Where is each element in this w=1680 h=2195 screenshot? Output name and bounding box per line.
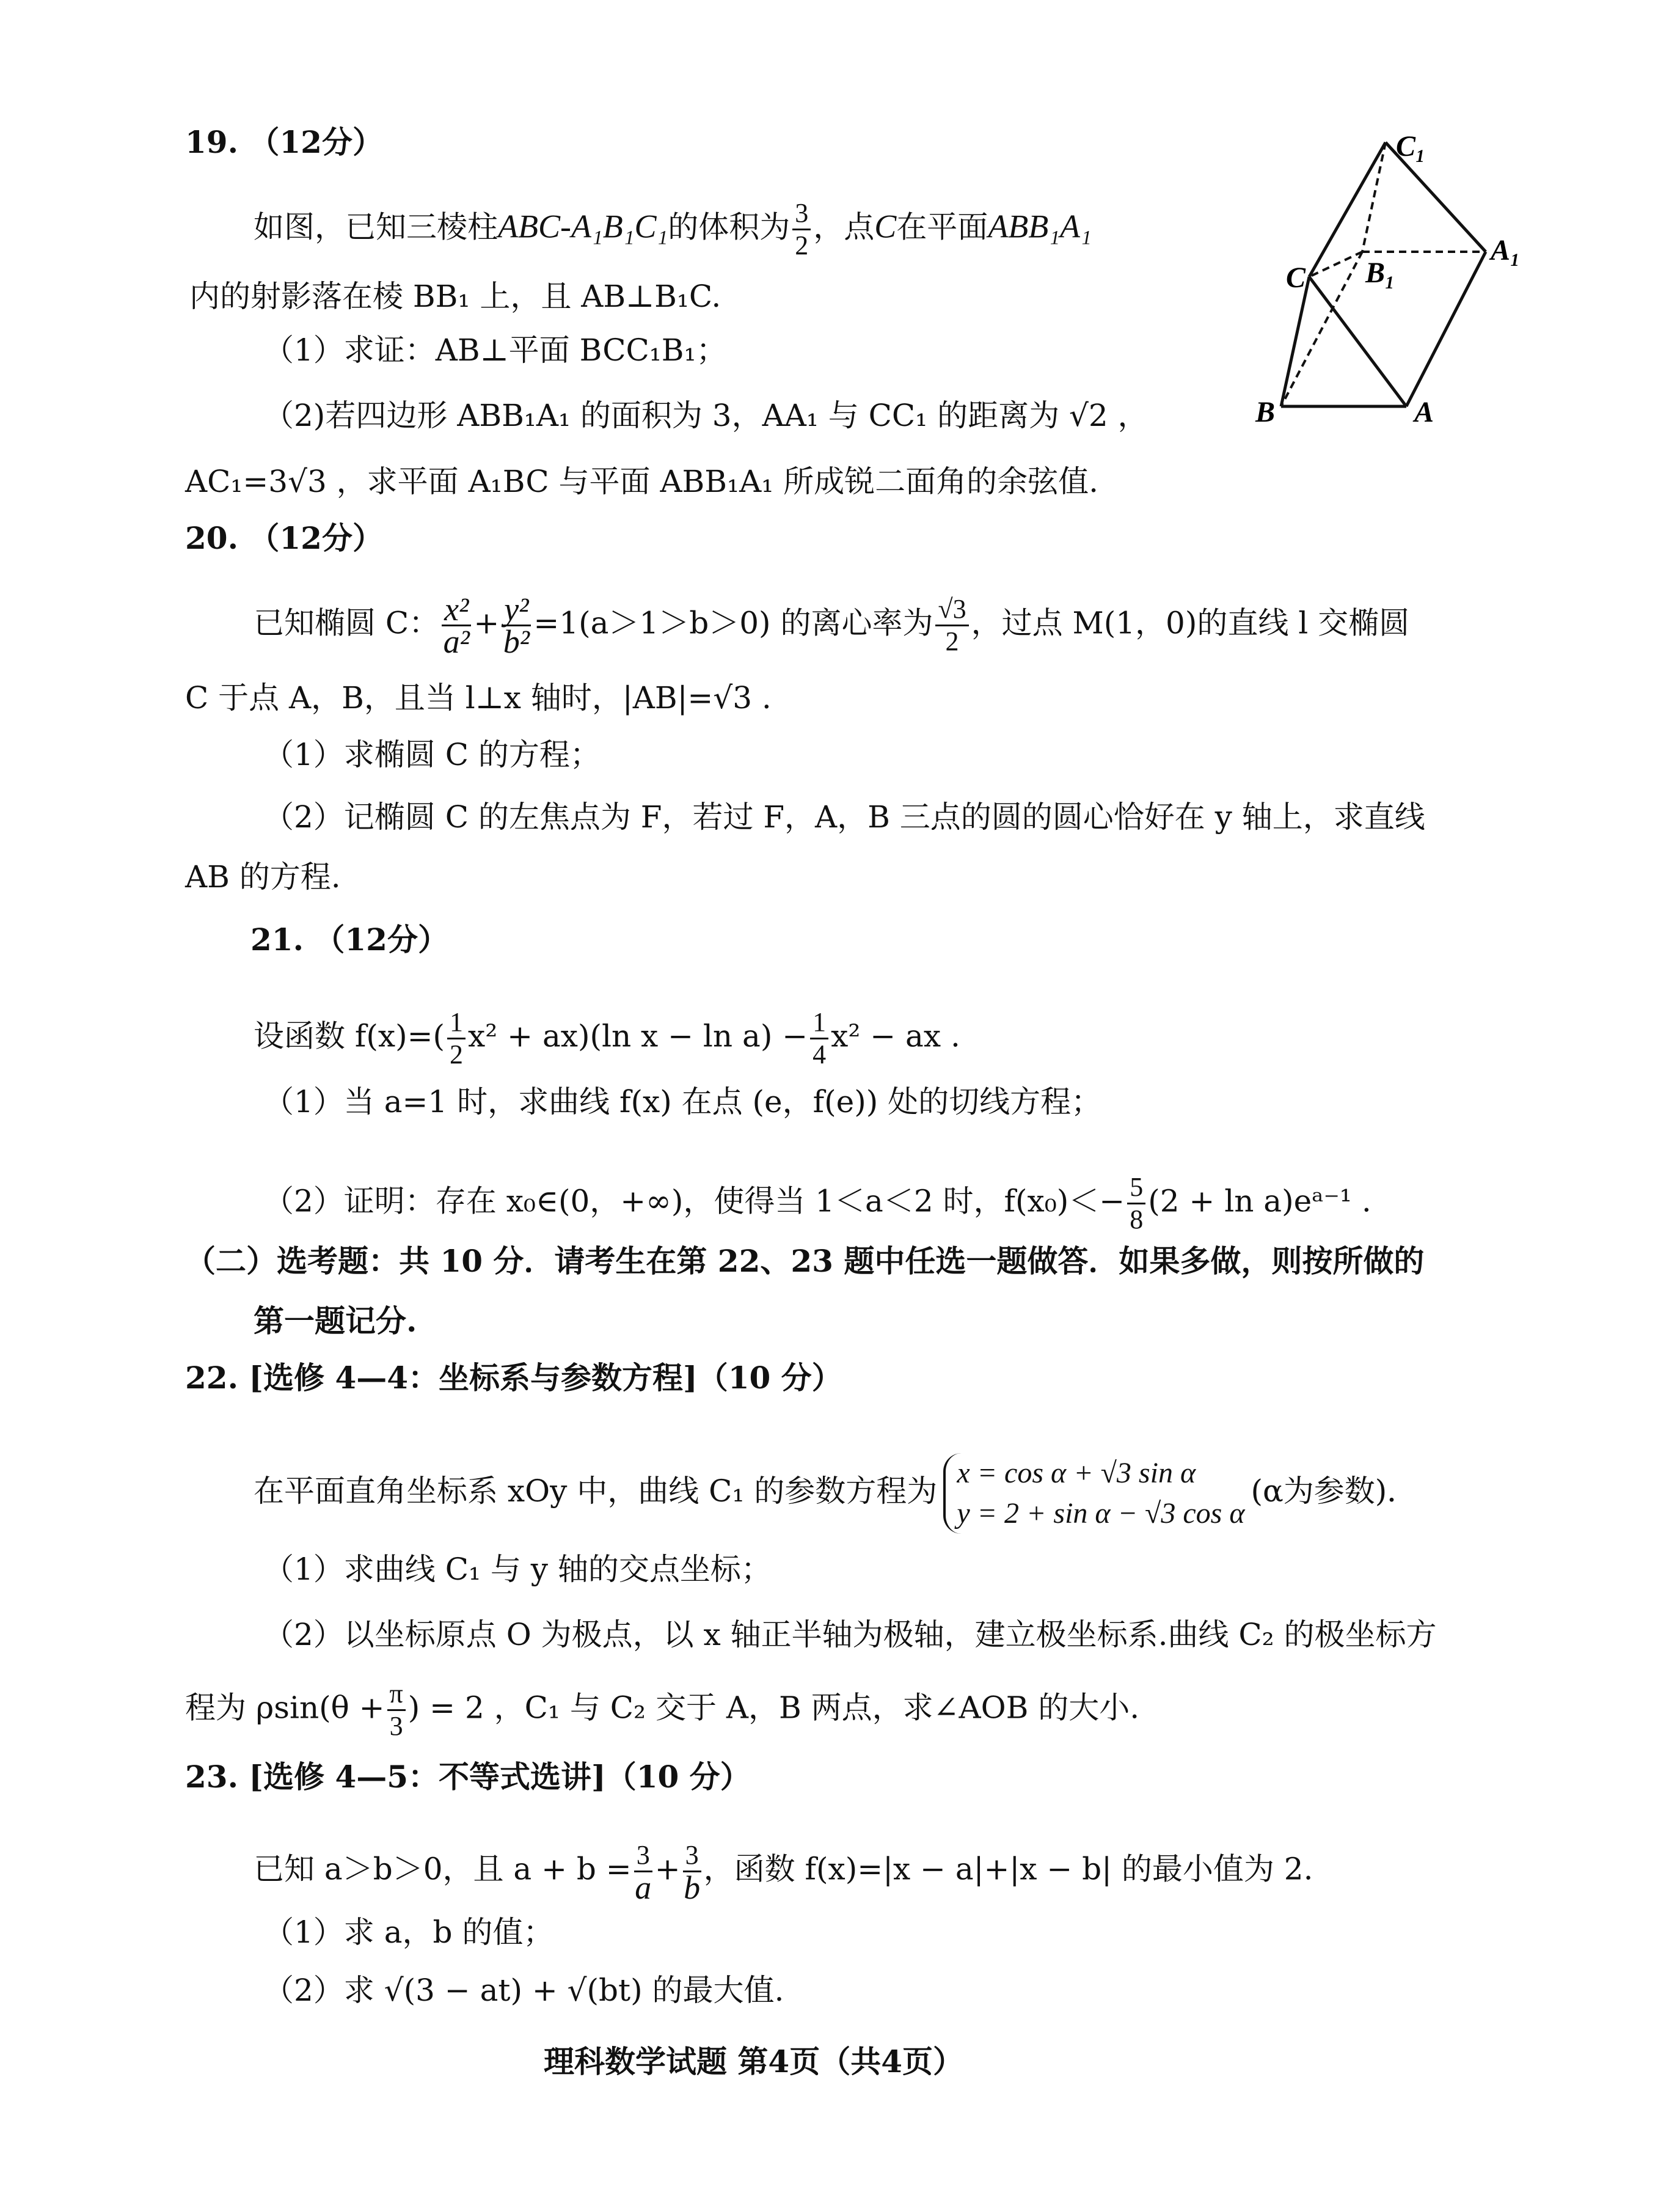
denominator: 8 — [1130, 1204, 1144, 1234]
q21-line1 — [254, 1007, 960, 1070]
label-C1: C₁ — [1396, 130, 1426, 163]
text: 如图，已知三棱柱 — [254, 209, 498, 245]
q23-line1 — [254, 1840, 1313, 1906]
numerator: 3 — [634, 1840, 652, 1872]
numerator: 1 — [447, 1007, 466, 1039]
point: C — [874, 208, 897, 245]
page-footer: 理科数学试题 第4页（共4页） — [544, 2043, 963, 2080]
label-C: C — [1286, 262, 1306, 294]
text: (2 + ln a)eᵃ⁻¹ . — [1148, 1183, 1371, 1219]
equation-x: x = cos α + √3 sin α — [957, 1457, 1196, 1489]
q20-part2-cont: AB 的方程. — [185, 859, 341, 895]
label-B1: B₁ — [1365, 257, 1395, 289]
denominator: a² — [443, 623, 470, 660]
q20-line1 — [254, 591, 1410, 660]
numerator: π — [387, 1679, 406, 1711]
eccentricity-fraction — [935, 594, 968, 657]
text: （2）证明：存在 x₀∈(0，+∞)，使得当 1＜a＜2 时，f(x₀)＜− — [263, 1183, 1125, 1219]
q22-line1 — [254, 1448, 1417, 1534]
q22-part2: （2）以坐标原点 O 为极点，以 x 轴正半轴为极轴，建立极坐标系.曲线 C₂ 的极坐标方 — [263, 1617, 1437, 1652]
q19-part1: （1）求证：AB⊥平面 BCC₁B₁； — [263, 332, 727, 368]
numerator: x² — [442, 594, 471, 626]
q19-part2: （2)若四边形 ABB₁A₁ 的面积为 3，AA₁ 与 CC₁ 的距离为 √2 ， — [263, 398, 1149, 433]
y-fraction — [502, 591, 531, 660]
denominator: 4 — [813, 1039, 827, 1069]
elective-instructions: （二）选考题：共 10 分．请考生在第 22、23 题中任选一题做答．如果多做，则按所做的 — [185, 1243, 1425, 1279]
denominator: 2 — [795, 230, 809, 260]
text: ，过点 M(1，0)的直线 l 交椭圆 — [971, 605, 1410, 641]
q19-line2: 内的射影落在棱 BB₁ 上，且 AB⊥B₁C. — [189, 279, 721, 314]
text: 已知 a＞b＞0，且 a + b = — [254, 1851, 632, 1887]
text: 已知椭圆 C： — [254, 605, 440, 641]
text: ，函数 f(x)=|x − a|+|x − b| 的最小值为 2. — [703, 1851, 1313, 1887]
text: ，点 — [813, 209, 875, 245]
q19-part2-cont: AC₁=3√3 ，求平面 A₁BC 与平面 ABB₁A₁ 所成锐二面角的余弦值. — [185, 464, 1099, 499]
q21-part1: （1）当 a=1 时，求曲线 f(x) 在点 (e，f(e)) 处的切线方程； — [263, 1084, 1102, 1119]
label-A: A — [1414, 396, 1434, 428]
five-eighths-fraction — [1127, 1172, 1145, 1235]
denominator: b² — [503, 623, 530, 660]
prism-figure — [122, 0, 1680, 446]
text: x² − ax . — [831, 1018, 960, 1054]
text: 程为 ρsin(θ + — [185, 1690, 385, 1726]
q20-part1: （1）求椭圆 C 的方程； — [263, 737, 601, 772]
x-fraction — [442, 591, 471, 660]
elective-instructions-cont: 第一题记分. — [254, 1303, 417, 1339]
numerator: 1 — [810, 1007, 828, 1039]
equation-y: y = 2 + sin α − √3 cos α — [957, 1497, 1245, 1530]
text: 的体积为 — [668, 209, 791, 245]
three-over-a — [634, 1840, 652, 1906]
denominator: 3 — [389, 1711, 403, 1741]
q22-part1: （1）求曲线 C₁ 与 y 轴的交点坐标； — [263, 1552, 772, 1587]
numerator: 5 — [1127, 1172, 1145, 1204]
label-A1: A₁ — [1491, 234, 1521, 266]
label-B: B — [1255, 396, 1276, 428]
q21-part2 — [263, 1172, 1371, 1235]
q21-header: 21. （12分） — [250, 922, 448, 958]
q23-header: 23. [选修 4—5：不等式选讲]（10 分） — [185, 1759, 751, 1795]
denominator: a — [635, 1869, 652, 1906]
text: ) = 2 ，C₁ 与 C₂ 交于 A，B 两点，求∠AOB 的大小. — [407, 1690, 1140, 1726]
q22-header: 22. [选修 4—4：坐标系与参数方程]（10 分） — [185, 1360, 842, 1396]
q19-header: 19. （12分） — [185, 124, 383, 160]
plane: ABB₁A₁ — [988, 208, 1092, 245]
text: =1(a＞1＞b＞0) 的离心率为 — [533, 605, 933, 641]
quarter-fraction — [810, 1007, 828, 1070]
text: 在平面 — [896, 209, 988, 245]
q20-part2: （2）记椭圆 C 的左焦点为 F，若过 F，A，B 三点的圆的圆心恰好在 y 轴上，求直线 — [263, 799, 1425, 835]
pi-third-fraction — [387, 1679, 406, 1742]
text: 在平面直角坐标系 xOy 中，曲线 C₁ 的参数方程为 — [254, 1473, 938, 1509]
numerator: 3 — [792, 198, 811, 230]
text: x² + ax)(ln x − ln a) − — [468, 1018, 808, 1054]
text: 设函数 f(x)=( — [254, 1018, 445, 1054]
q20-line2: C 于点 A，B，且当 l⊥x 轴时，|AB|=√3 . — [185, 680, 772, 716]
denominator: 2 — [945, 626, 959, 656]
q23-part1: （1）求 a，b 的值； — [263, 1915, 554, 1950]
half-fraction — [447, 1007, 466, 1070]
q22-part2-cont — [185, 1679, 1139, 1742]
numerator: y² — [502, 594, 531, 626]
numerator: 3 — [683, 1840, 701, 1872]
prism-name: ABC-A₁B₁C₁ — [498, 208, 668, 245]
q20-header: 20. （12分） — [185, 520, 383, 556]
denominator: 2 — [450, 1039, 464, 1069]
plus: + — [654, 1851, 681, 1887]
q23-part2: （2）求 √(3 − at) + √(bt) 的最大值. — [263, 1973, 784, 2008]
parametric-system — [943, 1453, 1244, 1534]
denominator: b — [684, 1869, 701, 1906]
text: (α为参数)． — [1251, 1473, 1418, 1509]
numerator: √3 — [935, 594, 968, 626]
three-over-b — [683, 1840, 701, 1906]
plus: + — [473, 605, 500, 641]
